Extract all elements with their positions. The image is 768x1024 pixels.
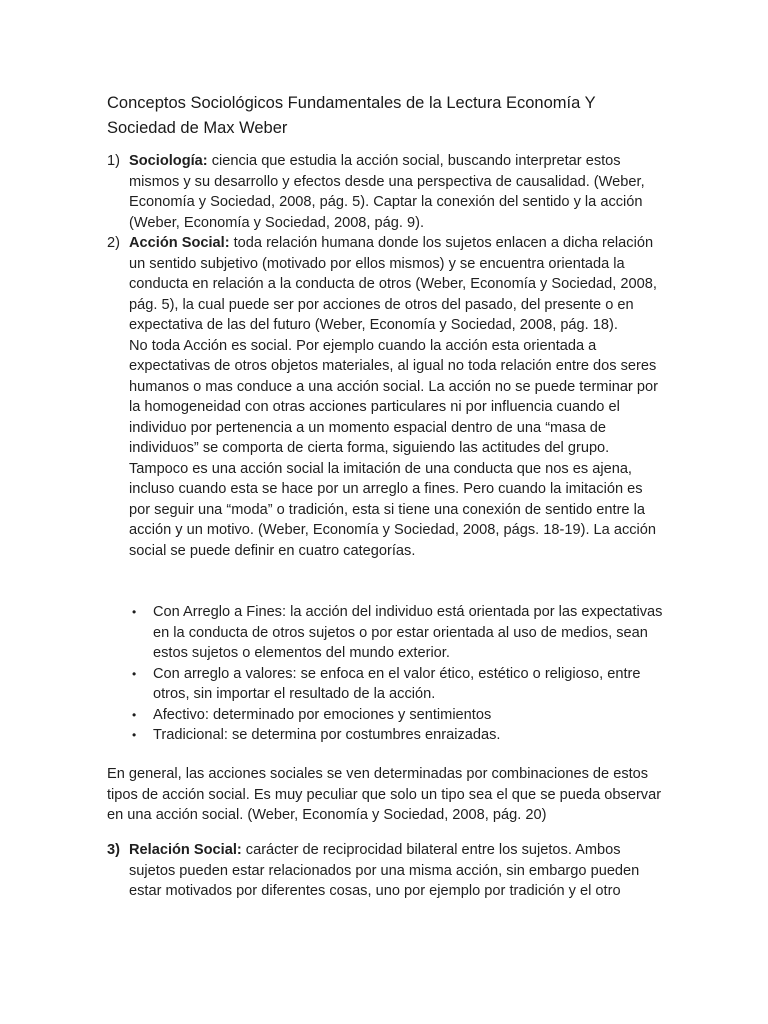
list-item-body: [129, 233, 667, 561]
document-title: Conceptos Sociológicos Fundamentales de la Lectura Economía Y Sociedad de Max Weber: [107, 94, 596, 137]
bullet-text: Con arreglo a valores: se enfoca en el valor ético, estético o religioso, entre otros, sin importar el resultado de la acción.: [153, 665, 641, 702]
definition-text: carácter de reciprocidad bilateral entre los sujetos. Ambos sujetos pueden estar relacionados por una misma acción, sin embargo pueden estar motivados por diferentes cosas, uno por ejemplo por tradición y el otro: [129, 842, 640, 899]
list-item-body: [129, 151, 667, 233]
action-categories-list: [130, 602, 670, 746]
definition-paragraph: [129, 151, 667, 233]
definition-paragraph: [129, 233, 667, 336]
definition-text: toda relación humana donde los sujetos enlacen a dicha relación un sentido subjetivo (motivado por ellos mismos) y se encuentra orientada la conducta en relación a la conducta de otros (Weber, Economía y Sociedad, 2008, pág. 5), la cual puede ser por acciones de otros del pasado, del presente o en expectativa de las del futuro (Weber, Economía y Sociedad, 2008, pág. 18).: [129, 235, 657, 333]
bullet-item: [130, 664, 670, 705]
definition-term: Sociología:: [129, 153, 208, 169]
explanation-paragraph: No toda Acción es social. Por ejemplo cuando la acción esta orientada a expectativas de otros objetos materiales, al igual no toda relación entre dos seres humanos o mas conduce a una acción social. La acción no se puede terminar por la homogeneidad con otras acciones particulares ni por influencia cuando el individuo por pertenencia a un momento espacial dentro de una “masa de individuos” se comporta de cierta forma, siguiendo las actitudes del grupo. Tampoco es una acción social la imitación de una conducta que nos es ajena, incluso cuando esta se hace por un arreglo a fines. Pero cuando la imitación es por seguir una “moda” o tradición, esta si tiene una conexión de sentido entre la acción y un motivo. (Weber, Economía y Sociedad, 2008, págs. 18-19). La acción social se puede definir en cuatro categorías.: [129, 337, 658, 559]
bullet-item: [130, 725, 670, 746]
bullet-text: Afectivo: determinado por emociones y sentimientos: [153, 706, 492, 723]
bullet-item: [130, 705, 670, 726]
bullet-text: Tradicional: se determina por costumbres enraizadas.: [153, 727, 501, 743]
general-paragraph: En general, las acciones sociales se ven determinadas por combinaciones de estos tipos de acción social. Es muy peculiar que solo un tipo sea el que se pueda observar en una acción social. (Weber, Economía y Sociedad, 2008, pág. 20): [107, 766, 662, 823]
bullet-icon: •: [132, 605, 137, 619]
list-number: 1): [107, 153, 120, 169]
bullet-icon: •: [132, 666, 137, 681]
definition-term: Acción Social:: [129, 235, 230, 251]
list-item-sociologia: [107, 151, 667, 233]
list-number: 3): [107, 842, 120, 858]
bullet-icon: •: [132, 707, 137, 722]
list-number: 2): [107, 235, 120, 251]
bullet-text: Con Arreglo a Fines: la acción del individuo está orientada por las expectativas en la conducta de otros sujetos o por estar orientada al uso de medios, sean estos sujetos o elementos del mundo exterior.: [153, 604, 663, 661]
definition-term: Relación Social:: [129, 842, 242, 858]
definition-paragraph: [129, 840, 667, 902]
list-item-relacion-social: [107, 840, 667, 902]
bullet-item: [130, 602, 670, 664]
definition-text: ciencia que estudia la acción social, buscando interpretar estos mismos y su desarrollo y efectos desde una perspectiva de causalidad. (Weber, Economía y Sociedad, 2008, pág. 5). Captar la conexión del sentido y la acción (Weber, Economía y Sociedad, 2008, pág. 9).: [129, 153, 645, 231]
list-item-body: [129, 840, 667, 902]
bullet-icon: •: [132, 728, 137, 742]
list-item-accion-social: [107, 233, 667, 561]
